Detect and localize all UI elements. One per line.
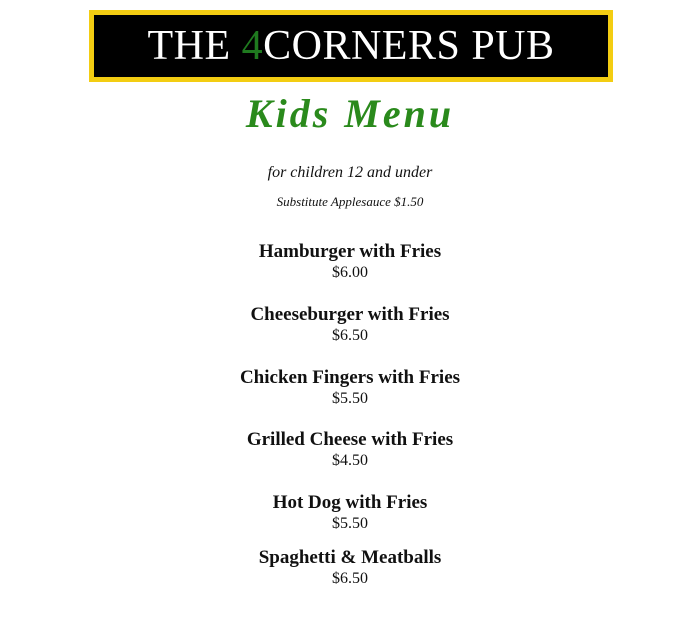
menu-item-name: Cheeseburger with Fries	[250, 304, 450, 325]
menu-title: Kids Menu	[245, 91, 455, 136]
menu-item-name: Chicken Fingers with Fries	[239, 367, 461, 388]
pub-name-number: 4	[241, 23, 264, 69]
menu-subtitle: for children 12 and under	[267, 164, 433, 181]
pub-name-suffix: CORNERS PUB	[263, 23, 555, 69]
menu-item	[0, 241, 700, 283]
menu-item-price: $6.00	[332, 264, 368, 281]
menu-item-name: Spaghetti & Meatballs	[258, 547, 442, 568]
menu-item-price: $6.50	[332, 570, 368, 587]
menu-item	[0, 547, 700, 589]
menu-item-name: Hamburger with Fries	[258, 241, 442, 262]
menu-item-price: $6.50	[332, 327, 368, 344]
pub-name	[147, 25, 554, 67]
menu-item-price: $4.50	[332, 452, 368, 469]
menu-item	[0, 492, 700, 534]
pub-name-prefix: THE	[147, 23, 242, 69]
menu-item-price: $5.50	[332, 390, 368, 407]
menu-item-name: Grilled Cheese with Fries	[246, 429, 454, 450]
menu-item-price: $5.50	[332, 515, 368, 532]
pub-name-banner	[89, 10, 613, 82]
menu-item-name: Hot Dog with Fries	[272, 492, 428, 513]
menu-item	[0, 367, 700, 409]
menu-item	[0, 429, 700, 471]
menu-item	[0, 304, 700, 346]
substitution-note: Substitute Applesauce $1.50	[276, 194, 424, 209]
